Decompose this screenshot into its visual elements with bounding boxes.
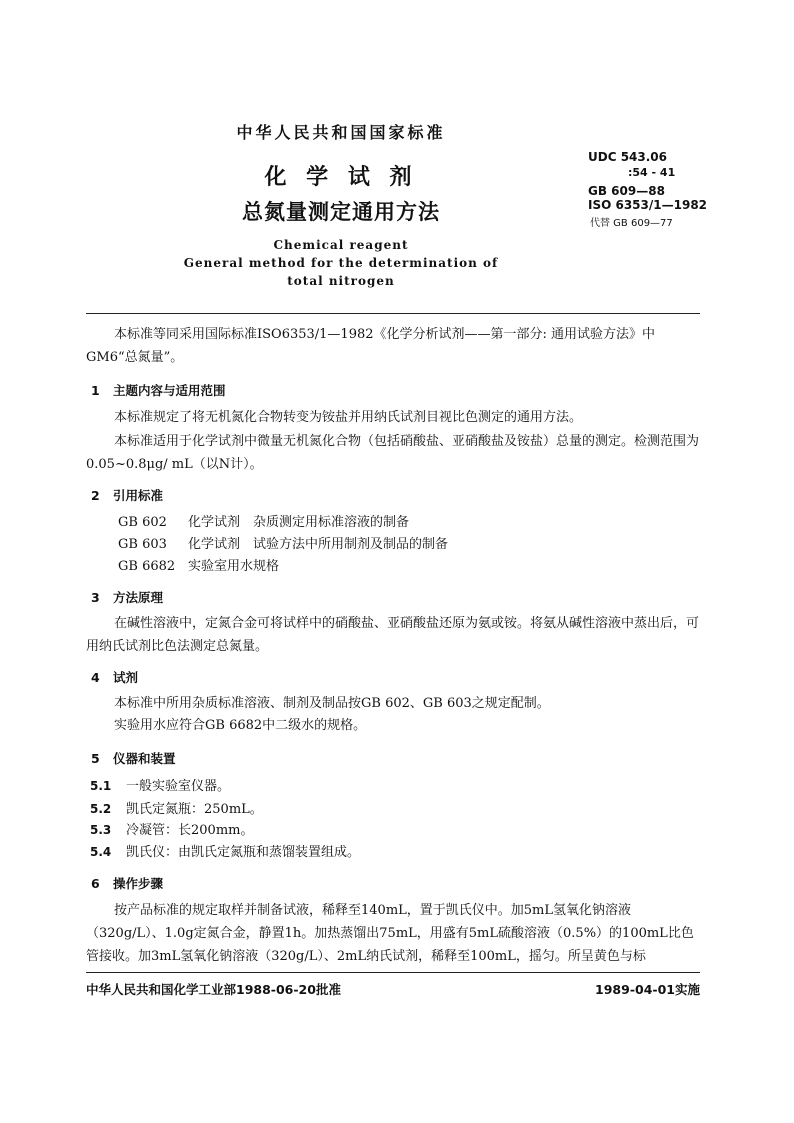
english-title-line-2: General method for the determination of (183, 256, 499, 270)
replaces-standard: 代替 GB 609—77 (590, 218, 673, 229)
section-number: 4 (91, 670, 100, 685)
section-4-paragraph-2: 实验用水应符合GB 6682中二级水的规格。 (114, 718, 367, 733)
section-6-heading (91, 874, 163, 892)
section-5-heading (91, 749, 176, 767)
implementation-date: 1989-04-01实施 (595, 982, 700, 997)
header-divider (86, 313, 700, 314)
udc-subnumber: :54 - 41 (628, 166, 676, 179)
footer-divider (86, 972, 700, 973)
item-text: 凯氏仪：由凯氏定氮瓶和蒸馏装置组成。 (126, 845, 361, 860)
section-number: 3 (91, 590, 100, 605)
section-4-heading (91, 668, 138, 686)
gb-number: GB 609—88 (588, 184, 665, 198)
item-number: 5.3 (90, 823, 112, 837)
section-1-heading (91, 381, 226, 399)
reference-item (118, 533, 448, 552)
section-2-heading (91, 486, 163, 504)
apparatus-item (90, 819, 253, 838)
item-number: 5.4 (90, 845, 112, 859)
apparatus-item (90, 841, 360, 860)
section-title: 试剂 (113, 670, 139, 685)
reference-item (118, 555, 279, 574)
section-4-paragraph-1: 本标准中所用杂质标准溶液、制剂及制品按GB 602、GB 603之规定配制。 (114, 696, 550, 711)
section-title: 操作步骤 (113, 876, 164, 891)
section-title: 方法原理 (113, 590, 164, 605)
section-1-paragraph-1: 本标准规定了将无机氮化合物转变为铵盐并用纳氏试剂目视比色测定的通用方法。 (114, 410, 583, 425)
intro-paragraph: 本标准等同采用国际标准ISO6353/1—1982《化学分析试剂——第一部分: 通用试验方法》中GM6“总氮量”。 (86, 327, 656, 365)
item-number: 5.1 (90, 779, 112, 793)
section-6-paragraph: 按产品标准的规定取样并制备试液，稀释至140mL，置于凯氏仪中。加5mL氢氧化钠溶液（320g/L）、1.0g定氮合金，静置1h。加热蒸馏出75mL，用盛有5mL硫酸溶液（0.5%）的100mL比色管接收。加3mL氢氧化钠溶液（320g/L）、2mL纳氏试剂，稀释至100mL，摇匀。所呈黄色与标 (86, 903, 694, 964)
section-3-paragraph: 在碱性溶液中，定氮合金可将试样中的硝酸盐、亚硝酸盐还原为氨或铵。将氨从碱性溶液中蒸出后，可用纳氏试剂比色法测定总氮量。 (86, 616, 700, 654)
approval-statement: 中华人民共和国化学工业部1988-06-20批准 (86, 982, 341, 997)
item-text: 冷凝管：长200mm。 (126, 823, 254, 838)
apparatus-item (90, 775, 230, 794)
section-number: 2 (91, 488, 100, 503)
section-title: 主题内容与适用范围 (113, 383, 226, 398)
section-1-paragraph-2: 本标准适用于化学试剂中微量无机氮化合物（包括硝酸盐、亚硝酸盐及铵盐）总量的测定。检测范围为0.05~0.8μg/ mL（以N计）。 (86, 434, 700, 472)
item-text: 一般实验室仪器。 (126, 779, 231, 794)
english-title-line-1: Chemical reagent (273, 238, 409, 252)
section-3-heading (91, 588, 163, 606)
apparatus-item (90, 798, 263, 817)
section-number: 6 (91, 876, 100, 891)
document-subtitle-chinese: 总氮量测定通用方法 (242, 199, 440, 224)
udc-number: UDC 543.06 (588, 150, 667, 164)
reference-item (118, 511, 409, 530)
section-title: 引用标准 (113, 488, 164, 503)
reference-code: GB 603 (118, 537, 167, 552)
section-number: 5 (91, 751, 100, 766)
item-text: 凯氏定氮瓶：250mL。 (126, 802, 263, 817)
item-number: 5.2 (90, 802, 112, 816)
iso-number: ISO 6353/1—1982 (588, 198, 708, 212)
reference-title: 实验室用水规格 (188, 559, 280, 574)
document-title-chinese: 化 学 试 剂 (264, 164, 418, 190)
reference-code: GB 6682 (118, 559, 176, 574)
section-number: 1 (91, 383, 100, 398)
reference-title: 化学试剂 杂质测定用标准溶液的制备 (188, 515, 410, 530)
english-title-line-3: total nitrogen (287, 274, 395, 288)
section-title: 仪器和装置 (113, 751, 176, 766)
reference-code: GB 602 (118, 515, 167, 530)
reference-title: 化学试剂 试验方法中所用制剂及制品的制备 (188, 537, 449, 552)
national-standard-heading: 中华人民共和国国家标准 (236, 123, 446, 142)
